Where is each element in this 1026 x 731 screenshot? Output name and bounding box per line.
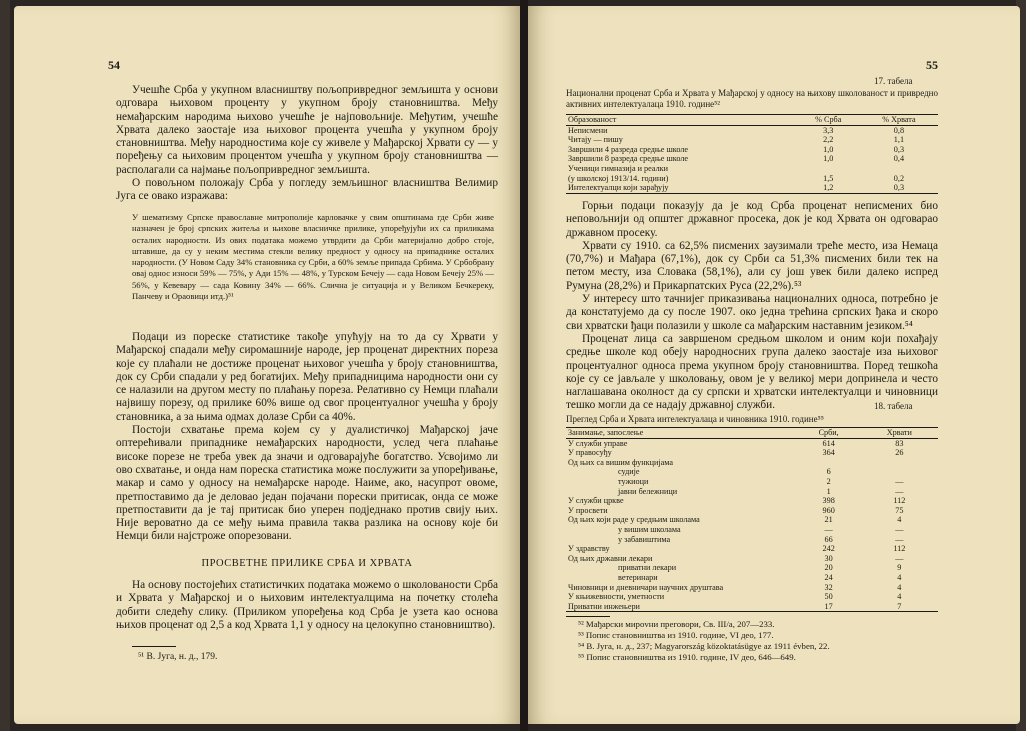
left-page bbox=[14, 6, 520, 724]
footnotes-right bbox=[578, 619, 948, 663]
footnote: ⁵² Мађарски мирovни преговори, Св. III/а, 207—233. bbox=[578, 619, 775, 629]
table-cell bbox=[860, 164, 938, 174]
table-row bbox=[566, 583, 938, 593]
table-cell: у забавиштима bbox=[618, 534, 671, 544]
table-cell: 1,0 bbox=[823, 154, 834, 164]
book-edge-left bbox=[0, 0, 10, 731]
table-cell: 20 bbox=[824, 563, 833, 573]
table-cell: 17 bbox=[797, 602, 861, 612]
table-cell: 0,8 bbox=[893, 125, 905, 135]
table-cell: (у школској 1913/14. години) bbox=[568, 173, 669, 183]
table-cell: 960 bbox=[822, 505, 835, 515]
left-body-bottom bbox=[116, 579, 498, 632]
table-cell: у вишим школама bbox=[618, 524, 681, 534]
table-header-cell: Срби, bbox=[797, 428, 861, 439]
table-cell: приватни лекари bbox=[618, 563, 677, 573]
table-cell bbox=[797, 458, 861, 468]
table-cell: Неписмени bbox=[568, 125, 608, 135]
paragraph: На основу постојећих статистичких података можемо о школованости Срба и Хрвата у Мађарској и о њиховим интелектуалцима на почетку столећа добити следећу слику. (Приликом упоређења код Срба је узета као основа њихов проценат од 2,5 а код Хрвата 1,1 у односу на целокупно становништво). bbox=[116, 579, 498, 631]
table-18 bbox=[566, 427, 938, 612]
table-row bbox=[566, 535, 938, 545]
paragraph: Учешће Срба у укупном власништву пољопривредног земљишта у основи одговара њиховом проценту у укупном броју становништва. Међу немађарским народима њихово учешће је најповољније. Међутим, учешће Хрвата далеко заостаје иза њиховог процента учешћа у укупном броју становништва. Међу народностима које су живеле у Мађарској Хрвати су — у поређењу са њиховим процентом учешћа у укупном броју становништва — располагали са најмање пољопривредног земљишта. bbox=[116, 84, 498, 176]
table-cell: 21 bbox=[824, 515, 833, 525]
table-cell: 614 bbox=[822, 438, 835, 448]
table-17 bbox=[566, 114, 938, 194]
table-cell: — bbox=[895, 553, 904, 563]
table-cell: 32 bbox=[824, 582, 833, 592]
table-cell: 1,2 bbox=[797, 183, 860, 193]
table-header-cell: Хрвати bbox=[861, 428, 938, 439]
table-cell: 4 bbox=[897, 582, 902, 592]
table-row bbox=[566, 544, 938, 554]
table-cell: У служби управе bbox=[568, 438, 628, 448]
table-cell: јавни бележници bbox=[618, 486, 678, 496]
table-cell: 398 bbox=[822, 496, 835, 506]
paragraph: У интересу што тачнијег приказивања националних односа, потребно је да констатујемо да су после 1907. око једна трећина српских ђака и скоро сви хрватски ђаци полазили у школе са мађарским наставним језиком.⁵⁴ bbox=[566, 293, 938, 332]
table-cell: У просвети bbox=[568, 505, 608, 515]
table-row bbox=[566, 487, 938, 497]
table-cell: Од њих који раде у средњим школама bbox=[568, 515, 700, 525]
paragraph: О повољном положају Срба у погледу земљишног власништва Велимир Југа се овако изражава: bbox=[116, 177, 498, 203]
table-row bbox=[566, 438, 938, 448]
table-header-cell: Образованост bbox=[566, 115, 797, 126]
table-cell: — bbox=[895, 524, 904, 534]
footnote-rule bbox=[132, 646, 176, 647]
table-cell: 7 bbox=[861, 602, 938, 612]
footnote-rule bbox=[566, 616, 610, 617]
table-cell: Завршили 8 разреда средње школе bbox=[568, 154, 689, 164]
table-cell: У књижевности, уметности bbox=[568, 592, 665, 602]
paragraph: Хрвати су 1910. са 62,5% писмених заузимали треће место, иза Немаца (70,7%) и Мађара (67,1%), док су Срби са 51,3% писмених били тек на петом месту, иза Словака (58,1%), али су још увек били далеко испред Румуна (28,2%) и Прикарпатских Руса (22,2%).⁵³ bbox=[566, 239, 938, 292]
page-number-right: 55 bbox=[926, 58, 938, 72]
table-cell: 4 bbox=[897, 592, 902, 602]
table-row bbox=[566, 515, 938, 525]
table-row bbox=[566, 145, 938, 155]
table-cell: 66 bbox=[824, 534, 833, 544]
table-header-cell: Занимање, запослење bbox=[566, 428, 797, 439]
table-cell: 1 bbox=[826, 486, 831, 496]
table-row bbox=[566, 174, 938, 184]
table-cell: 2 bbox=[826, 476, 831, 486]
block-quote: У шематизму Српске православне митрополије карловачке у свим општинама где Срби живе назначен је број српских житеља и њихове власничке прилике, упоређујући их са приликама осталих народности. Из ових података можемо утврдити да Срби материјално добро стоје, штавише, да су у неким местима стекли велику предност у односу на припаднике осталих народности. (У Новом Саду 34% становника су Срби, а 60% земље припада Србима. У Србобрану овај однос износи 59% — 75%, у Ади 15% — 48%, у Турском Бечеју — сада Новом Бечеју 25% — 56%, у Кевевару — сада Ковину 34% — 66%. Слична је ситуација и у Великом Бечкереку, Панчеву и Ораовици итд.)⁵¹ bbox=[132, 212, 494, 302]
table-17-caption: Национални проценат Срба и Хрвата у Мађарској у односу на њихову школованост и привредно активних интелектуалаца 1910. године⁵² bbox=[566, 88, 938, 109]
table-cell: У правосуђу bbox=[568, 448, 612, 458]
table-cell: — bbox=[824, 524, 833, 534]
table-cell: 24 bbox=[824, 572, 833, 582]
table-cell: Од њих државни лекари bbox=[568, 553, 653, 563]
table-cell: ветеринари bbox=[618, 572, 658, 582]
table-cell: 9 bbox=[897, 563, 902, 573]
right-body bbox=[566, 200, 938, 413]
table-row bbox=[566, 563, 938, 573]
table-cell bbox=[861, 458, 938, 468]
table-row bbox=[566, 125, 938, 135]
table-cell: тужиоци bbox=[618, 476, 649, 486]
table-cell: — bbox=[895, 486, 904, 496]
table-cell: 0,3 bbox=[860, 183, 938, 193]
section-heading: ПРОСВЕТНЕ ПРИЛИКЕ СРБА И ХРВАТА bbox=[201, 558, 413, 569]
table-cell: 1,1 bbox=[893, 135, 905, 145]
table-row bbox=[566, 458, 938, 468]
table-header-cell: % Срба bbox=[797, 115, 860, 126]
book-gutter bbox=[520, 0, 528, 731]
table-row bbox=[566, 467, 938, 477]
table-row bbox=[566, 477, 938, 487]
table-18-caption: Преглед Срба и Хрвата интелектуалаца и чиновника 1910. године⁵⁵ bbox=[566, 414, 824, 424]
table-header-cell: % Хрвата bbox=[860, 115, 938, 126]
table-row bbox=[566, 135, 938, 145]
table-cell: У здравству bbox=[568, 544, 610, 554]
footnote: ⁵⁵ Попис становништва из 1910. године, IV део, 646—649. bbox=[578, 652, 796, 662]
table-cell: 112 bbox=[893, 496, 906, 506]
table-cell: Чиновници и дневничари научних друштава bbox=[568, 582, 724, 592]
table-row bbox=[566, 554, 938, 564]
table-cell: 2,2 bbox=[823, 135, 834, 145]
table-row bbox=[566, 164, 938, 174]
table-row bbox=[566, 496, 938, 506]
footnote: ⁵⁴ В. Југа, н. д., 237; Magyarország közoktatásügye az 1911 évben, 22. bbox=[578, 641, 830, 651]
paragraph: Проценат лица са завршеном средњом школом и оним који похађају средње школе код обеју народносних група далеко заостаје иза њиховог процентуалног односа према укупном броју становништва. Поред тешкоћа које су се јављале у школовању, овом је у великој мери допринела и често наглашавана околност да су српски и хрватски интелектуалци и чиновници тешко могли да се надају државној служби. bbox=[566, 332, 938, 412]
table-row bbox=[566, 448, 938, 458]
table-17-label: 17. табела bbox=[874, 76, 913, 86]
table-cell: Читају — пишу bbox=[568, 135, 623, 145]
page-number-left: 54 bbox=[108, 58, 120, 72]
footnote: ⁵¹ В. Југа, н. д., 179. bbox=[138, 652, 218, 662]
table-cell: 6 bbox=[826, 467, 831, 477]
table-cell bbox=[861, 467, 938, 477]
paragraph: Постоји схватање према којем су у дуалистичкој Мађарској јаче оптерећивали припаднике немађарских народности, услед чега плаћање високе порезе не треба увек да значи и одговарајуће богатство. Усвојимо ли ово схватање, и онда нам пореска статистика може послужити за упоређивање, макар и само у односу на немађарске народе. Наиме, ако, насупрот овоме, претпоставимо да је деловао један појачани порески притисак, онда се може претпоставити да је тај притисак био уперен подједнако против свију њих. Није вероватно да се међу њима правила таква разлика на основу које би Немци били најстроже опорезовани. bbox=[116, 424, 498, 543]
table-cell: 26 bbox=[895, 448, 904, 458]
table-cell bbox=[797, 164, 860, 174]
right-page bbox=[528, 6, 1020, 724]
table-cell: 83 bbox=[895, 438, 904, 448]
table-cell: 1,5 bbox=[823, 173, 834, 183]
table-cell: 30 bbox=[824, 553, 833, 563]
table-18-label: 18. табела bbox=[874, 401, 913, 411]
paragraph: Горњи подаци показују да је код Срба проценат неписмених био неповољнији од општег државног просека, док је код Хрвата он одговарао државном просеку. bbox=[566, 200, 938, 239]
table-row bbox=[566, 506, 938, 516]
left-body-middle bbox=[116, 331, 498, 544]
table-cell: 1,0 bbox=[823, 144, 834, 154]
table-cell: — bbox=[895, 476, 904, 486]
table-row bbox=[566, 602, 938, 612]
table-cell: Интелектуалци који зарађују bbox=[566, 183, 797, 193]
left-body-top bbox=[116, 84, 498, 204]
table-cell: 4 bbox=[897, 515, 902, 525]
table-cell: 3,3 bbox=[823, 125, 834, 135]
table-cell: — bbox=[895, 534, 904, 544]
table-cell: У служби цркве bbox=[568, 496, 624, 506]
table-row bbox=[566, 573, 938, 583]
table-cell: 242 bbox=[822, 544, 835, 554]
table-17-body bbox=[566, 125, 938, 193]
table-cell: Приватни инжењери bbox=[566, 602, 797, 612]
paragraph: Подаци из пореске статистике такође упућују на то да су Хрвати у Мађарској спадали међу сиромашније народе, јер проценат директних пореза које су плаћали не достиже проценат њиховог учешћа у броју становништва, док су Срби спадали у ред богатијих. Међу припадницима народности они су се налазили на другом месту по плаћању пореза. Релативно су Немци плаћали највишу порезу, од прилике 60% више од свог процентуалног учешћа у броју становника, а за њима одмах долазе Срби са 40%. bbox=[116, 331, 498, 423]
table-cell: 364 bbox=[822, 448, 835, 458]
table-cell: Од њих са вишим функцијама bbox=[568, 457, 674, 467]
table-row bbox=[566, 592, 938, 602]
table-18-body bbox=[566, 438, 938, 612]
table-cell: 75 bbox=[895, 505, 904, 515]
table-cell: 4 bbox=[897, 572, 902, 582]
table-cell: 0,4 bbox=[893, 154, 905, 164]
table-cell: Ученици гимназија и реалки bbox=[568, 163, 669, 173]
table-row bbox=[566, 154, 938, 164]
footnote: ⁵³ Попис становништва из 1910. године, VI део, 177. bbox=[578, 630, 774, 640]
table-cell: 112 bbox=[893, 544, 906, 554]
table-cell: 0,3 bbox=[893, 144, 905, 154]
table-row bbox=[566, 183, 938, 193]
table-cell: 0,2 bbox=[893, 173, 905, 183]
table-cell: Завршили 4 разреда средње школе bbox=[568, 144, 689, 154]
table-cell: 50 bbox=[824, 592, 833, 602]
table-cell: судије bbox=[618, 467, 640, 477]
table-row bbox=[566, 525, 938, 535]
